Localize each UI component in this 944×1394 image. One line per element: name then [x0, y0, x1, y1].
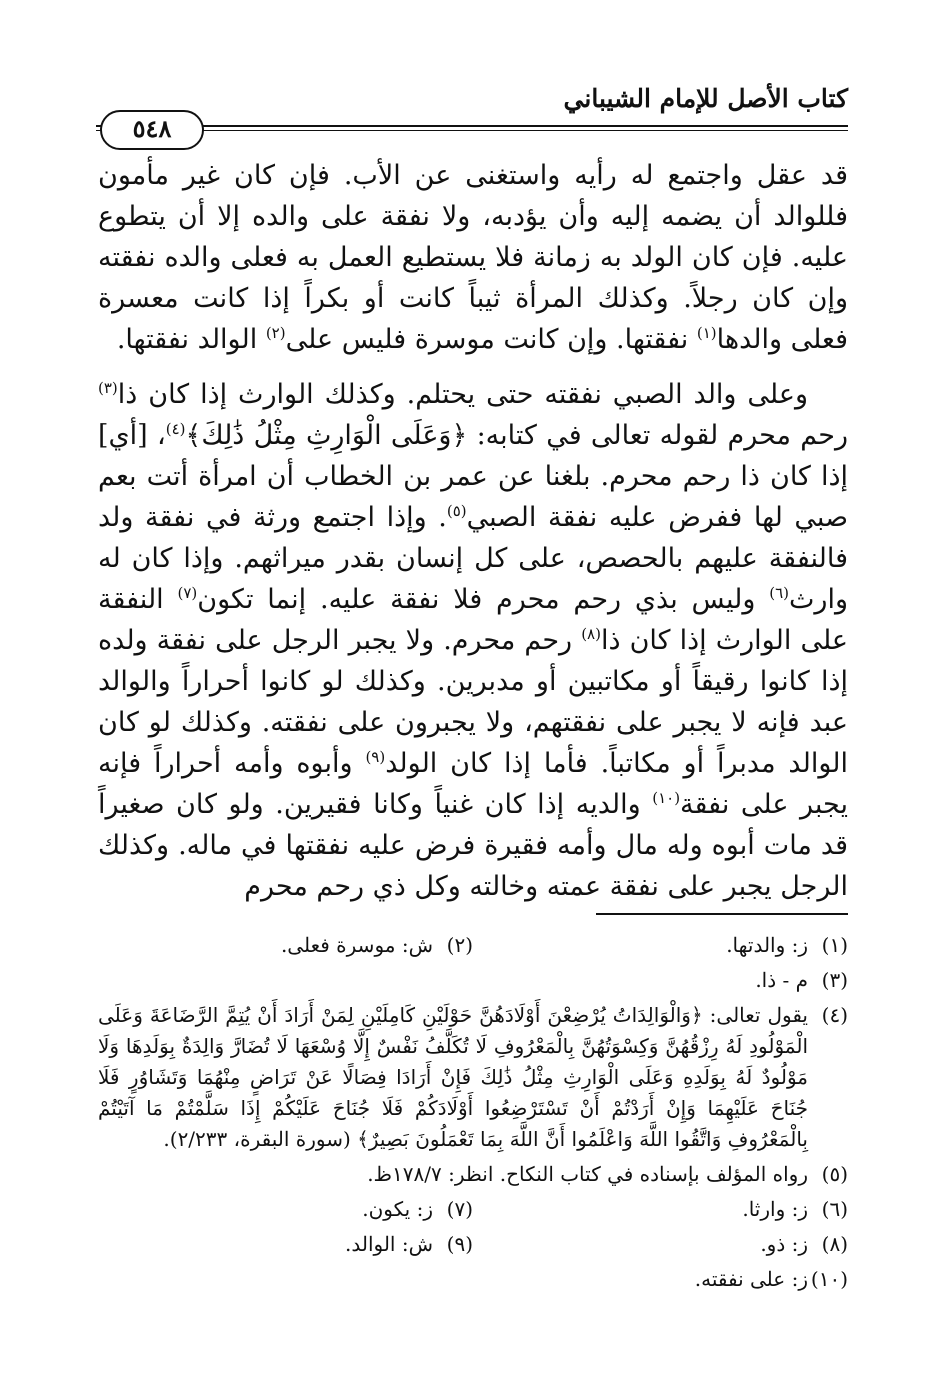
- header-rule-thin: [96, 130, 848, 131]
- footnote-marker: (٩): [365, 748, 386, 766]
- footnote-5: (٥) رواه المؤلف بإسناده في كتاب النكاح. انظر: ١٧٨/٧ظ.: [367, 1162, 848, 1186]
- footnote-marker: (٢): [265, 324, 286, 342]
- header-rule: [96, 125, 848, 127]
- footnote-row: [98, 1000, 848, 1155]
- footnote-marker: (٦): [769, 584, 790, 602]
- footnote-2: (٢) ش: موسرة فعلى.: [280, 933, 473, 957]
- main-text: [98, 155, 848, 921]
- footnote-marker: (٣): [98, 379, 118, 397]
- footnotes: [98, 930, 848, 1299]
- footnote-6: (٦) ز: وارثا.: [742, 1197, 848, 1221]
- quran-citation: ﴿وَعَلَى الْوَارِثِ مِثْلُ ذَٰلِكَ﴾: [185, 420, 468, 451]
- footnote-marker: (٧): [177, 584, 198, 602]
- footnote-marker: (١): [696, 324, 717, 342]
- paragraph-1: قد عقل واجتمع له رأيه واستغنى عن الأب. فإن كان غير مأمون فللوالد أن يضمه إليه وأن يؤدبه، ولا نفقة على والده إلا أن يتطوع عليه. فإن كان الولد به زمانة فلا يستطيع العمل به فعلى والده نفقته وإن كان رجلاً. وكذلك المرأة ثيباً كانت أو بكراً إذا كانت معسرة فعلى والدها$^{(١)}$ نفقتها. وإن كانت موسرة فليس على$^{(٢)}$ الوالد نفقتها.: [98, 160, 848, 355]
- footnote-row: [98, 1194, 848, 1225]
- page-number: ٥٤٨: [100, 110, 204, 150]
- footnote-marker: (٨): [581, 625, 601, 643]
- footnote-1: (١) ز: والدتها.: [726, 933, 848, 957]
- footnote-4: (٤) يقول تعالى: ﴿وَالْوَالِدَاتُ يُرْضِعْنَ أَوْلَادَهُنَّ حَوْلَيْنِ كَامِلَيْنِ لِمَنْ أَرَادَ أَنْ يُتِمَّ الرَّضَاعَةَ وَعَلَى الْمَوْلُودِ لَهُ رِزْقُهُنَّ وَكِسْوَتُهُنَّ بِالْمَعْرُوفِ لَا تُكَلَّفُ نَفْسٌ إِلَّا وُسْعَهَا لَا تُضَارَّ وَالِدَةٌ بِوَلَدِهَا وَلَا مَوْلُودٌ لَهُ بِوَلَدِهِ وَعَلَى الْوَارِثِ مِثْلُ ذَٰلِكَ فَإِنْ أَرَادَا فِصَالًا عَنْ تَرَاضٍ مِنْهُمَا وَتَشَاوُرٍ فَلَا جُنَاحَ عَلَيْهِمَا وَإِنْ أَرَدْتُمْ أَنْ تَسْتَرْضِعُوا أَوْلَادَكُمْ فَلَا جُنَاحَ عَلَيْكُمْ إِذَا سَلَّمْتُمْ مَا آتَيْتُمْ بِالْمَعْرُوفِ وَاتَّقُوا اللَّهَ وَاعْلَمُوا أَنَّ اللَّهَ بِمَا تَعْمَلُونَ بَصِيرٌ﴾ (سورة البقرة، ٢/٢٣٣).: [98, 1003, 848, 1151]
- paragraph-2: وعلى والد الصبي نفقته حتى يحتلم. وكذلك الوارث إذا كان ذا$^{(٣)}$ رحم محرم لقوله تعالى في كتابه: ﴿وَعَلَى الْوَارِثِ مِثْلُ ذَٰلِكَ﴾$^{(٤)}$، [أي] إذا كان ذا رحم محرم. بلغنا عن عمر بن الخطاب أن امرأة أتت بعم صبي لها ففرض عليه نفقة الصبي$^{(٥)}$. وإذا اجتمع ورثة في نفقة ولد فالنفقة عليهم بالحصص، على كل إنسان بقدر ميراثهم. وإذا كان له وارث$^{(٦)}$ وليس بذي رحم محرم فلا نفقة عليه. إنما تكون$^{(٧)}$ النفقة على الوارث إذا كان ذا$^{(٨)}$ رحم محرم. ولا يجبر الرجل على نفقة ولده إذا كانوا رقيقاً أو مكاتبين أو مدبرين. وكذلك لو كانوا أحراراً والوالد عبد فإنه لا يجبر على نفقتهم، ولا يجبرون على نفقته. وكذلك لو كان الوالد مدبراً أو مكاتباً. فأما إذا كان الولد$^{(٩)}$ وأبوه وأمه أحراراً فإنه يجبر على نفقة$^{(١٠)}$ والديه إذا كان غنياً وكانا فقيرين. ولو كان صغيراً قد مات أبوه وله مال وأمه فقيرة فرض عليه نفقتها في ماله. وكذلك الرجل يجبر على نفقة عمته وخالته وكل ذي رحم محرم: [98, 379, 849, 902]
- footnote-3: (٣) م - ذا.: [755, 968, 848, 992]
- footnote-10: (١٠) ز: على نفقته.: [694, 1267, 848, 1291]
- footnote-row: [98, 1264, 848, 1295]
- footnote-8: (٨) ز: ذو.: [760, 1232, 848, 1256]
- footnote-row: [98, 930, 848, 961]
- footnote-marker: (١٠): [652, 789, 681, 807]
- footnote-9: (٩) ش: الوالد.: [345, 1232, 473, 1256]
- footnote-marker: (٥): [446, 502, 467, 520]
- footnote-row: [98, 1229, 848, 1260]
- footnote-7: (٧) ز: يكون.: [362, 1197, 473, 1221]
- running-title: كتاب الأصل للإمام الشيباني: [563, 84, 848, 113]
- footnote-row: [98, 965, 848, 996]
- footnote-row: [98, 1159, 848, 1190]
- quran-verse: ﴿وَالْوَالِدَاتُ يُرْضِعْنَ أَوْلَادَهُنَّ حَوْلَيْنِ كَامِلَيْنِ لِمَنْ أَرَادَ أَنْ يُتِمَّ الرَّضَاعَةَ وَعَلَى الْمَوْلُودِ لَهُ رِزْقُهُنَّ وَكِسْوَتُهُنَّ بِالْمَعْرُوفِ لَا تُكَلَّفُ نَفْسٌ إِلَّا وُسْعَهَا لَا تُضَارَّ وَالِدَةٌ بِوَلَدِهَا وَلَا مَوْلُودٌ لَهُ بِوَلَدِهِ وَعَلَى الْوَارِثِ مِثْلُ ذَٰلِكَ فَإِنْ أَرَادَا فِصَالًا عَنْ تَرَاضٍ مِنْهُمَا وَتَشَاوُرٍ فَلَا جُنَاحَ عَلَيْهِمَا وَإِنْ أَرَدْتُمْ أَنْ تَسْتَرْضِعُوا أَوْلَادَكُمْ فَلَا جُنَاحَ عَلَيْكُمْ إِذَا سَلَّمْتُمْ مَا آتَيْتُمْ بِالْمَعْرُوفِ وَاتَّقُوا اللَّهَ وَاعْلَمُوا أَنَّ اللَّهَ بِمَا تَعْمَلُونَ بَصِيرٌ﴾: [98, 1003, 808, 1151]
- footnote-marker: (٤): [165, 420, 186, 438]
- footnote-separator: [596, 913, 848, 915]
